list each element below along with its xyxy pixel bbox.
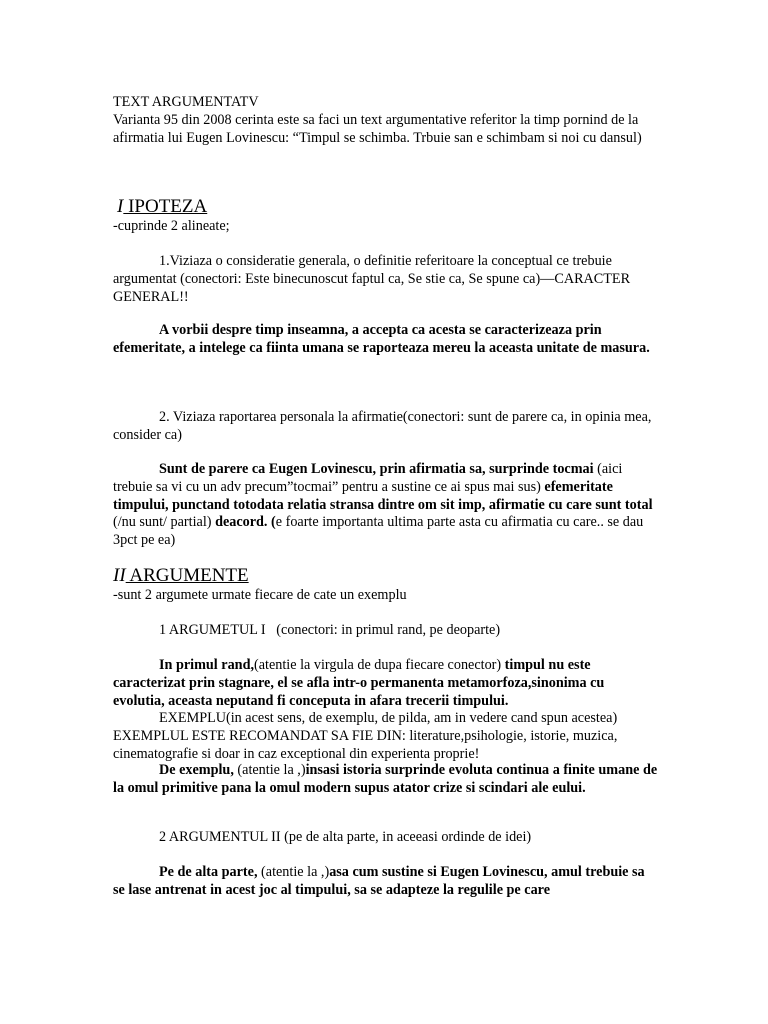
example-line-2: EXEMPLUL ESTE RECOMANDAT SA FIE DIN: literature,psihologie, istorie, muzica, cinematografie si doar in caz exceptional din experienta proprie! [113,727,618,762]
example-bold-part-1: Sunt de parere ca Eugen Lovinescu, prin afirmatia sa, surprinde tocmai [159,461,594,477]
title-text: TEXT ARGUMENTATV [113,94,259,110]
example-note-2: (/nu sunt/ partial) [113,514,216,531]
document-title [113,94,658,147]
argument-2-title: 2 ARGUMENTUL II (pe de alta parte, in aceeasi ordinde de idei) [159,829,532,845]
argument-bold-text: timpul nu este caracterizat prin stagnare, el se afla intr-o permanenta metamorfoza,sinonima cu evolutia, aceasta neputand fi conceputa in afara trecerii timpului. [113,657,605,709]
ipoteza-point-2: 2. Viziaza raportarea personala la afirmatie(conectori: sunt de parere ca, in opinia mea, consider ca) [113,409,652,443]
argument-1-text [113,657,658,710]
example-bold-part-2: efemeritate timpului, punctand totodata relatia stransa dintre om sit imp, afirmatie cu care sunt total [113,478,653,513]
heading-roman-numeral: I [117,196,124,217]
heading-text: IPOTEZA [123,196,208,217]
argument-bold-connector: In primul rand, [159,657,255,673]
argument-note: (atentie la virgula de dupa fiecare conector) [254,657,505,673]
ipoteza-point-1: 1.Viziaza o consideratie generala, o definitie referitoare la conceptual ce trebuie argumentat (conectori: Este binecunoscut faptul ca, Se stie ca, Se spune ca)—CARACTER GENERAL!! [113,253,631,305]
example-bold-text: A vorbii despre timp inseamna, a accepta ca acesta se caracterizeaza prin efemeritate, a intelege ca fiinta umana se raporteaza mereu la aceasta unitate de masura. [113,322,650,356]
example-bold-connector: De exemplu, [159,762,234,778]
heading-text: ARGUMENTE [125,565,249,586]
ipoteza-example-2 [113,461,658,550]
example-bold-text: insasi istoria surprinde evoluta continua a finite umane de la omul primitive pana la omul modern supus atator crize si scindari ale eului. [113,762,658,796]
argument-note: (atentie la ,) [257,864,330,880]
example-bold-part-3: deacord. ( [215,514,276,531]
example-note: (atentie la ,) [233,762,306,778]
ipoteza-example-1 [113,322,658,358]
ipoteza-subtitle: -cuprinde 2 alineate; [113,218,230,234]
argument-bold-text: asa cum sustine si Eugen Lovinescu, amul trebuie sa se lase antrenat in acest joc al timpului, sa se adapteze la regulile pe care [113,864,645,898]
section-heading-ipoteza [117,196,662,218]
intro-paragraph: Varianta 95 din 2008 cerinta este sa faci un text argumentative referitor la timp pornind de la afirmatia lui Eugen Lovinescu: “Timpul se schimba. Trbuie san e schimbam si noi cu dansul) [113,111,642,146]
argument-2-text [113,864,658,900]
heading-roman-numeral: II [113,565,126,586]
example-note-3: e foarte importanta ultima parte asta cu afirmatia cu care.. se dau 3pct pe ea) [113,514,644,549]
argument-1-example [113,762,658,798]
section-heading-argumente [113,565,658,587]
example-instructions [113,710,658,763]
example-line-1: EXEMPLU(in acest sens, de exemplu, de pilda, am in vedere cand spun acestea) [159,710,618,726]
argument-bold-connector: Pe de alta parte, [159,864,258,880]
example-note-1: (aici trebuie sa vi cu un adv precum”tocmai” pentru a sustine ce ai spus mai sus) [113,461,623,495]
argument-1-title: 1 ARGUMETUL I (conectori: in primul rand, pe deoparte) [159,622,501,638]
argumente-subtitle: -sunt 2 argumete urmate fiecare de cate un exemplu [113,587,407,603]
